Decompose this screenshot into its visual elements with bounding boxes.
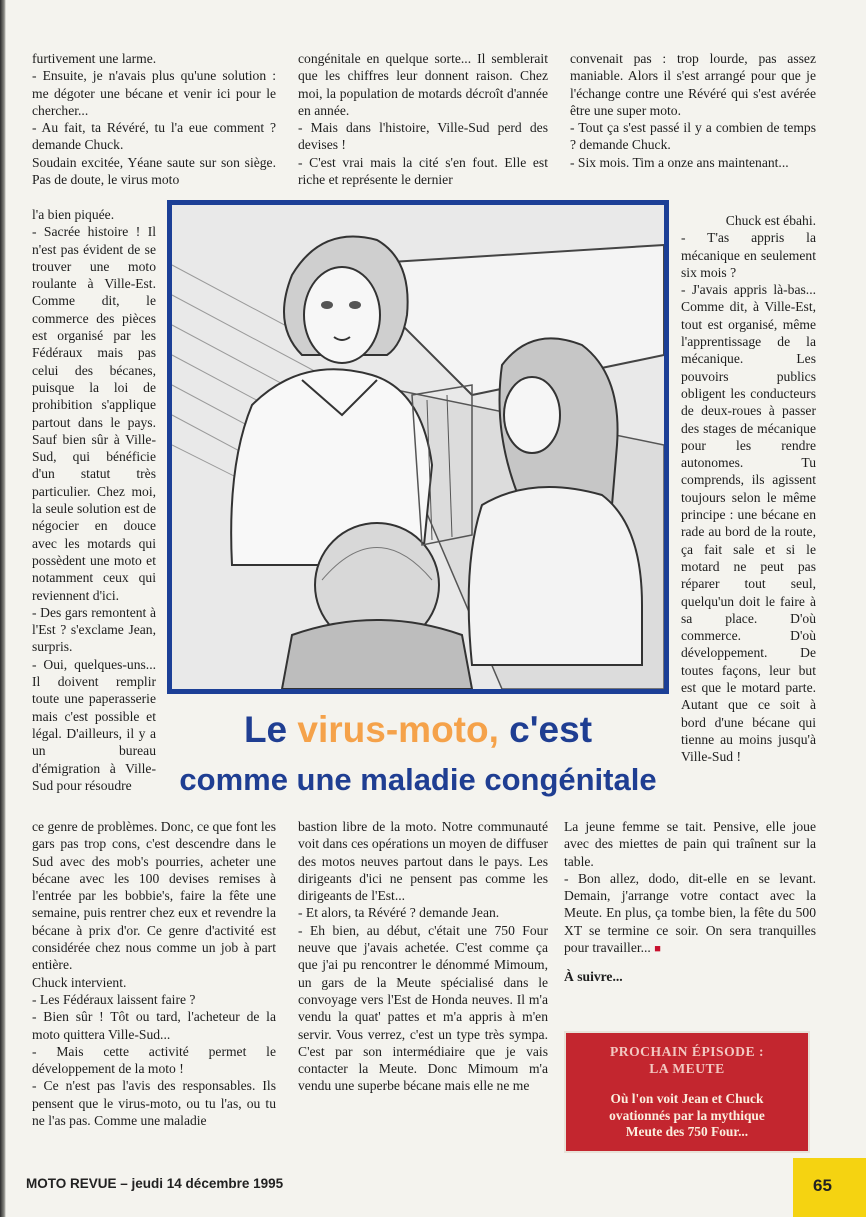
binding-edge xyxy=(0,0,6,1217)
text-column-narrow-right xyxy=(681,212,816,766)
next-episode-teaser: ovationnés par la mythique xyxy=(609,1107,765,1123)
paragraph: - Ensuite, je n'avais plus qu'une solution : me dégoter une bécane et venir ici pour le chercher... xyxy=(32,68,276,118)
paragraph: - Au fait, ta Révéré, tu l'a eue comment ? demande Chuck. xyxy=(32,120,276,153)
headline-line-2: comme une maladie congénitale xyxy=(179,762,657,797)
end-of-article-mark: ■ xyxy=(654,943,661,956)
paragraph: - Les Fédéraux laissent faire ? xyxy=(32,991,196,1007)
paragraph: Chuck intervient. xyxy=(32,974,127,990)
illustration-drawing xyxy=(172,205,664,689)
next-episode-title: LA MEUTE xyxy=(649,1061,725,1076)
comic-illustration xyxy=(167,200,669,694)
issue-date: – jeudi 14 décembre 1995 xyxy=(120,1176,284,1191)
next-episode-box xyxy=(564,1031,810,1153)
magazine-name: MOTO REVUE xyxy=(26,1176,117,1191)
paragraph: - Oui, quelques-uns... Il doivent remplir toute une paperasserie mais c'est possible et légal. D'ailleurs, il y a un bureau d'émigration à Ville-Sud pour résoudre xyxy=(32,656,156,793)
next-episode-teaser: Meute des 750 Four... xyxy=(625,1124,749,1139)
page-number: 65 xyxy=(813,1176,832,1195)
paragraph xyxy=(564,870,816,958)
paragraph: ce genre de problèmes. Donc, ce que font les gars pas trop cons, c'est descendre dans le Sud avec des mob's pourries, acheter une bécane avec les 100 devises remises à l'entrée par les bobbie's, faire la fête une semaine, puis rentrer chez eux et revendre la bécane à prix d'or. Ce genre d'activité est considérée chez nous comme un job à part entière. xyxy=(32,819,276,973)
paragraph: - Ce n'est pas l'avis des responsables. Ils pensent que le virus-moto, ou tu l'as, ou tu ne l'as pas. Comme une maladie xyxy=(32,1078,276,1129)
paragraph: - Mais cette activité permet le développement de la moto ! xyxy=(32,1043,276,1077)
paragraph: l'a bien piquée. xyxy=(32,207,115,222)
paragraph: - Mais dans l'histoire, Ville-Sud perd des devises ! xyxy=(298,120,548,153)
paragraph: Chuck est ébahi. xyxy=(725,213,816,228)
text-column-bottom-left xyxy=(32,818,276,1129)
paragraph: - C'est vrai mais la cité s'en fout. Elle est riche et représente le dernier xyxy=(298,154,548,188)
text-column-bottom-middle xyxy=(298,818,548,1095)
paragraph: convenait pas : trop lourde, pas assez maniable. Alors il s'est arrangé pour que je l'échange contre une Révéré qui s'est avérée être une super moto. xyxy=(570,51,816,118)
page-number-badge xyxy=(793,1158,866,1217)
paragraph: - Sacrée histoire ! Il n'est pas évident de se trouver une moto roulante à Ville-Est. Comme dit, le commerce des pièces est organisé par les Fédéraux mais pas celui des bécanes, puisque la loi de prohibition s'applique partout dans le pays. Sauf bien sûr à Ville-Sud, qui bénéficie d'un statut très particulier. Chez moi, la seule solution est de négocier en douce avec les motards qui possèdent une moto et notamment ceux qui reviennent d'ici. xyxy=(32,224,156,603)
pull-quote-headline xyxy=(168,708,668,800)
paragraph: - Et alors, ta Révéré ? demande Jean. xyxy=(298,905,500,921)
headline-accent: virus-moto, xyxy=(297,709,499,750)
text-column-top-right xyxy=(570,50,816,171)
paragraph: - J'avais appris là-bas... Comme dit, à Ville-Est, tout est organisé, même l'apprentissage de la mécanique. Les pouvoirs publics obligent les conducteurs de deux-roues à passer des stages de mécanique pour les rendre autonomes. Tu comprends, ils agissent toujours selon le même principe : une bécane en rade au bord de la route, ça fait sale et si le motard ne peut pas réparer tout seul, quelqu'un doit le faire à sa place. D'où commerce. D'où développement. De toutes façons, leur but est que le motard parte. Autant que ce soit à bord d'une bécane qui tienne au moins jusqu'à Ville-Sud ! xyxy=(681,282,816,765)
paragraph: - Six mois. Tim a onze ans maintenant... xyxy=(570,154,789,170)
paragraph: - T'as appris la mécanique en seulement six mois ? xyxy=(681,230,816,280)
headline-word: Le xyxy=(243,709,288,750)
text-column-top-middle xyxy=(298,50,548,188)
next-episode-teaser: Où l'on voit Jean et Chuck xyxy=(610,1091,764,1106)
text-column-narrow-left xyxy=(32,206,156,794)
headline-word: c'est xyxy=(509,709,593,750)
paragraph: - Tout ça s'est passé il y a combien de temps ? demande Chuck. xyxy=(570,120,816,153)
text-column-top-left xyxy=(32,50,276,188)
to-be-continued: À suivre... xyxy=(564,969,623,985)
paragraph: La jeune femme se tait. Pensive, elle joue avec des miettes de pain qui traînent sur la table. xyxy=(564,819,816,869)
paragraph: Soudain excitée, Yéane saute sur son siège. Pas de doute, le virus moto xyxy=(32,154,276,188)
paragraph-text: - Bon allez, dodo, dit-elle en se levant. Demain, j'arrange votre contact avec la Meute. En plus, ça tombe bien, la fête du 500 XT se termine ce soir. On sera tranquilles pour travailler... xyxy=(564,870,816,956)
page-footer xyxy=(26,1176,283,1191)
paragraph: - Des gars remontent à l'Est ? s'exclame Jean, surpris. xyxy=(32,604,156,655)
next-episode-label: PROCHAIN ÉPISODE : xyxy=(609,1044,764,1059)
paragraph: bastion libre de la moto. Notre communauté voit dans ces opérations un moyen de diffuser des motos neuves partout dans le pays. Les dirigeants d'ici ne pensent pas comme les dirigeants de l'Est... xyxy=(298,819,548,904)
paragraph: - Bien sûr ! Tôt ou tard, l'acheteur de la moto quittera Ville-Sud... xyxy=(32,1009,276,1042)
paragraph: - Eh bien, au début, c'était une 750 Four neuve que j'avais achetée. C'est comme ça que j'ai pu rencontrer le dénommé Mimoum, un gars de la Meute spécialisé dans le convoyage vers l'Est de Honda neuves. Il m'a vendu la quat' pattes et m'a appris à m'en servir. Vous verrez, c'est un type très sympa. C'est par son intermédiaire que je vais contacter la Meute. Donc Mimoum m'a vendu une superbe bécane mais elle ne me xyxy=(298,922,548,1094)
paragraph: congénitale en quelque sorte... Il semblerait que les chiffres leur donnent raison. Chez moi, la population de motards décroît d'année en année. xyxy=(298,51,548,118)
text-column-bottom-right xyxy=(564,818,816,986)
paragraph: furtivement une larme. xyxy=(32,51,157,66)
